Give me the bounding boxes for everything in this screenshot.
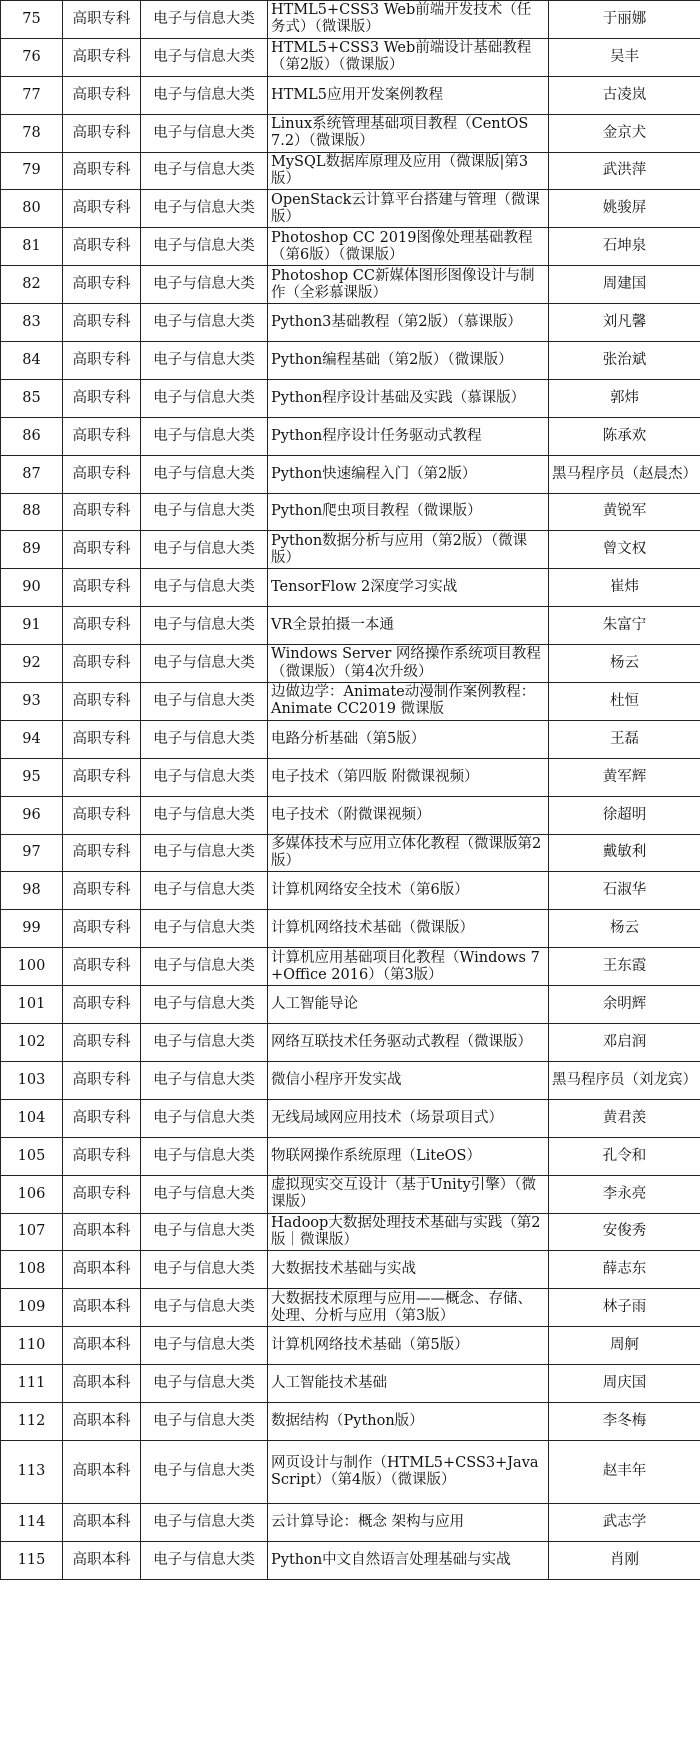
row-book-title: 虚拟现实交互设计（基于Unity引擎）（微课版） xyxy=(268,1175,549,1213)
row-level: 高职专科 xyxy=(63,152,141,190)
row-book-title: Photoshop CC 2019图像处理基础教程（第6版）（微课版） xyxy=(268,228,549,266)
row-level: 高职专科 xyxy=(63,1099,141,1137)
row-number: 115 xyxy=(1,1541,63,1579)
row-level: 高职专科 xyxy=(63,569,141,607)
row-book-title: Python3基础教程（第2版）（慕课版） xyxy=(268,304,549,342)
row-level: 高职专科 xyxy=(63,986,141,1024)
row-level: 高职专科 xyxy=(63,266,141,304)
row-author: 杨云 xyxy=(549,645,700,683)
row-category: 电子与信息大类 xyxy=(141,796,268,834)
row-number: 82 xyxy=(1,266,63,304)
row-level: 高职本科 xyxy=(63,1327,141,1365)
table-row xyxy=(1,1175,700,1213)
row-category: 电子与信息大类 xyxy=(141,569,268,607)
table-row xyxy=(1,1440,700,1503)
row-level: 高职本科 xyxy=(63,1365,141,1403)
row-category: 电子与信息大类 xyxy=(141,266,268,304)
row-number: 83 xyxy=(1,304,63,342)
table-row xyxy=(1,190,700,228)
row-category: 电子与信息大类 xyxy=(141,1137,268,1175)
row-author: 薛志东 xyxy=(549,1251,700,1289)
row-level: 高职专科 xyxy=(63,114,141,152)
row-author: 周舸 xyxy=(549,1327,700,1365)
row-author: 邓启润 xyxy=(549,1024,700,1062)
table-row xyxy=(1,1402,700,1440)
table-row xyxy=(1,948,700,986)
table-row xyxy=(1,531,700,569)
row-level: 高职专科 xyxy=(63,872,141,910)
row-number: 99 xyxy=(1,910,63,948)
row-book-title: 微信小程序开发实战 xyxy=(268,1061,549,1099)
row-author: 曾文权 xyxy=(549,531,700,569)
row-number: 105 xyxy=(1,1137,63,1175)
row-book-title: HTML5+CSS3 Web前端开发技术（任务式）（微课版） xyxy=(268,1,549,39)
row-number: 112 xyxy=(1,1402,63,1440)
row-author: 金京犬 xyxy=(549,114,700,152)
row-book-title: 人工智能导论 xyxy=(268,986,549,1024)
row-category: 电子与信息大类 xyxy=(141,1175,268,1213)
row-number: 87 xyxy=(1,455,63,493)
row-level: 高职专科 xyxy=(63,834,141,872)
row-author: 杨云 xyxy=(549,910,700,948)
row-author: 李冬梅 xyxy=(549,1402,700,1440)
row-author: 石坤泉 xyxy=(549,228,700,266)
table-row xyxy=(1,796,700,834)
row-book-title: 计算机应用基础项目化教程（Windows 7+Office 2016）（第3版） xyxy=(268,948,549,986)
row-level: 高职专科 xyxy=(63,796,141,834)
row-number: 84 xyxy=(1,342,63,380)
row-author: 朱富宁 xyxy=(549,607,700,645)
row-level: 高职专科 xyxy=(63,683,141,721)
row-level: 高职专科 xyxy=(63,1061,141,1099)
row-number: 106 xyxy=(1,1175,63,1213)
row-number: 81 xyxy=(1,228,63,266)
row-book-title: 计算机网络技术基础（微课版） xyxy=(268,910,549,948)
table-row xyxy=(1,342,700,380)
row-category: 电子与信息大类 xyxy=(141,910,268,948)
table-row xyxy=(1,986,700,1024)
row-author: 杜恒 xyxy=(549,683,700,721)
table-row xyxy=(1,1365,700,1403)
row-number: 102 xyxy=(1,1024,63,1062)
row-author: 戴敏利 xyxy=(549,834,700,872)
row-level: 高职专科 xyxy=(63,948,141,986)
row-number: 97 xyxy=(1,834,63,872)
row-level: 高职专科 xyxy=(63,76,141,114)
row-category: 电子与信息大类 xyxy=(141,645,268,683)
row-number: 110 xyxy=(1,1327,63,1365)
row-level: 高职本科 xyxy=(63,1251,141,1289)
table-row xyxy=(1,1541,700,1579)
row-number: 98 xyxy=(1,872,63,910)
row-book-title: Python快速编程入门（第2版） xyxy=(268,455,549,493)
table-row xyxy=(1,76,700,114)
row-author: 姚骏屏 xyxy=(549,190,700,228)
table-row xyxy=(1,379,700,417)
row-number: 85 xyxy=(1,379,63,417)
row-category: 电子与信息大类 xyxy=(141,152,268,190)
row-category: 电子与信息大类 xyxy=(141,834,268,872)
row-number: 95 xyxy=(1,758,63,796)
row-book-title: HTML5应用开发案例教程 xyxy=(268,76,549,114)
row-book-title: Python中文自然语言处理基础与实战 xyxy=(268,1541,549,1579)
table-row xyxy=(1,645,700,683)
row-author: 余明辉 xyxy=(549,986,700,1024)
row-level: 高职专科 xyxy=(63,1137,141,1175)
row-book-title: 人工智能技术基础 xyxy=(268,1365,549,1403)
row-level: 高职本科 xyxy=(63,1402,141,1440)
book-list-body xyxy=(1,1,700,1580)
row-category: 电子与信息大类 xyxy=(141,1213,268,1251)
row-category: 电子与信息大类 xyxy=(141,379,268,417)
table-row xyxy=(1,607,700,645)
row-book-title: VR全景拍摄一本通 xyxy=(268,607,549,645)
table-row xyxy=(1,758,700,796)
row-level: 高职本科 xyxy=(63,1289,141,1327)
row-level: 高职专科 xyxy=(63,455,141,493)
row-category: 电子与信息大类 xyxy=(141,1289,268,1327)
row-level: 高职本科 xyxy=(63,1503,141,1541)
row-level: 高职本科 xyxy=(63,1541,141,1579)
row-book-title: OpenStack云计算平台搭建与管理（微课版） xyxy=(268,190,549,228)
row-book-title: 电路分析基础（第5版） xyxy=(268,720,549,758)
row-book-title: Linux系统管理基础项目教程（CentOS 7.2）（微课版） xyxy=(268,114,549,152)
row-category: 电子与信息大类 xyxy=(141,228,268,266)
row-category: 电子与信息大类 xyxy=(141,607,268,645)
row-number: 80 xyxy=(1,190,63,228)
row-number: 113 xyxy=(1,1440,63,1503)
table-row xyxy=(1,1503,700,1541)
row-category: 电子与信息大类 xyxy=(141,190,268,228)
row-level: 高职专科 xyxy=(63,758,141,796)
table-row xyxy=(1,1327,700,1365)
row-number: 79 xyxy=(1,152,63,190)
row-level: 高职专科 xyxy=(63,1,141,39)
row-level: 高职专科 xyxy=(63,38,141,76)
row-level: 高职专科 xyxy=(63,607,141,645)
row-book-title: Python爬虫项目教程（微课版） xyxy=(268,493,549,531)
table-row xyxy=(1,1,700,39)
row-number: 91 xyxy=(1,607,63,645)
row-level: 高职专科 xyxy=(63,228,141,266)
row-level: 高职专科 xyxy=(63,645,141,683)
row-author: 周庆国 xyxy=(549,1365,700,1403)
row-author: 林子雨 xyxy=(549,1289,700,1327)
row-category: 电子与信息大类 xyxy=(141,1402,268,1440)
row-author: 安俊秀 xyxy=(549,1213,700,1251)
row-category: 电子与信息大类 xyxy=(141,948,268,986)
row-level: 高职专科 xyxy=(63,493,141,531)
row-author: 王东霞 xyxy=(549,948,700,986)
row-author: 武志学 xyxy=(549,1503,700,1541)
table-row xyxy=(1,152,700,190)
row-number: 86 xyxy=(1,417,63,455)
row-number: 76 xyxy=(1,38,63,76)
table-row xyxy=(1,910,700,948)
row-category: 电子与信息大类 xyxy=(141,1251,268,1289)
row-author: 黄锐军 xyxy=(549,493,700,531)
row-author: 肖刚 xyxy=(549,1541,700,1579)
row-author: 黄君羡 xyxy=(549,1099,700,1137)
row-author: 徐超明 xyxy=(549,796,700,834)
row-level: 高职专科 xyxy=(63,720,141,758)
row-category: 电子与信息大类 xyxy=(141,1024,268,1062)
row-book-title: 多媒体技术与应用立体化教程（微课版第2版） xyxy=(268,834,549,872)
row-level: 高职专科 xyxy=(63,417,141,455)
table-row xyxy=(1,569,700,607)
row-number: 104 xyxy=(1,1099,63,1137)
row-number: 101 xyxy=(1,986,63,1024)
row-author: 郭炜 xyxy=(549,379,700,417)
row-number: 75 xyxy=(1,1,63,39)
row-author: 古凌岚 xyxy=(549,76,700,114)
row-book-title: 物联网操作系统原理（LiteOS） xyxy=(268,1137,549,1175)
row-category: 电子与信息大类 xyxy=(141,683,268,721)
row-author: 王磊 xyxy=(549,720,700,758)
row-number: 89 xyxy=(1,531,63,569)
row-category: 电子与信息大类 xyxy=(141,872,268,910)
row-book-title: Python程序设计任务驱动式教程 xyxy=(268,417,549,455)
row-author: 周建国 xyxy=(549,266,700,304)
row-number: 107 xyxy=(1,1213,63,1251)
row-book-title: 数据结构（Python版） xyxy=(268,1402,549,1440)
table-row xyxy=(1,1137,700,1175)
row-book-title: 电子技术（附微课视频） xyxy=(268,796,549,834)
row-category: 电子与信息大类 xyxy=(141,531,268,569)
row-category: 电子与信息大类 xyxy=(141,38,268,76)
table-row xyxy=(1,493,700,531)
row-author: 于丽娜 xyxy=(549,1,700,39)
row-number: 78 xyxy=(1,114,63,152)
row-number: 96 xyxy=(1,796,63,834)
row-level: 高职本科 xyxy=(63,1213,141,1251)
table-row xyxy=(1,720,700,758)
row-book-title: 电子技术（第四版 附微课视频） xyxy=(268,758,549,796)
row-level: 高职专科 xyxy=(63,1175,141,1213)
row-number: 109 xyxy=(1,1289,63,1327)
table-row xyxy=(1,683,700,721)
row-author: 李永亮 xyxy=(549,1175,700,1213)
row-book-title: 计算机网络安全技术（第6版） xyxy=(268,872,549,910)
table-row xyxy=(1,1061,700,1099)
row-number: 92 xyxy=(1,645,63,683)
row-book-title: 边做边学：Animate动漫制作案例教程：Animate CC2019 微课版 xyxy=(268,683,549,721)
row-category: 电子与信息大类 xyxy=(141,417,268,455)
row-level: 高职专科 xyxy=(63,304,141,342)
row-book-title: MySQL数据库原理及应用（微课版|第3版） xyxy=(268,152,549,190)
row-author: 石淑华 xyxy=(549,872,700,910)
row-author: 赵丰年 xyxy=(549,1440,700,1503)
row-book-title: 云计算导论：概念 架构与应用 xyxy=(268,1503,549,1541)
row-author: 刘凡馨 xyxy=(549,304,700,342)
row-category: 电子与信息大类 xyxy=(141,342,268,380)
row-author: 张治斌 xyxy=(549,342,700,380)
row-level: 高职专科 xyxy=(63,1024,141,1062)
table-row xyxy=(1,114,700,152)
table-row xyxy=(1,1099,700,1137)
row-category: 电子与信息大类 xyxy=(141,1503,268,1541)
table-row xyxy=(1,834,700,872)
row-book-title: Python数据分析与应用（第2版）（微课版） xyxy=(268,531,549,569)
row-book-title: 网页设计与制作（HTML5+CSS3+JavaScript）（第4版）（微课版） xyxy=(268,1440,549,1503)
row-number: 94 xyxy=(1,720,63,758)
row-number: 93 xyxy=(1,683,63,721)
row-category: 电子与信息大类 xyxy=(141,1365,268,1403)
row-book-title: Hadoop大数据处理技术基础与实践（第2版｜微课版） xyxy=(268,1213,549,1251)
row-category: 电子与信息大类 xyxy=(141,758,268,796)
row-category: 电子与信息大类 xyxy=(141,114,268,152)
row-book-title: 网络互联技术任务驱动式教程（微课版） xyxy=(268,1024,549,1062)
row-level: 高职专科 xyxy=(63,190,141,228)
row-number: 103 xyxy=(1,1061,63,1099)
row-author: 黑马程序员（赵晨杰） xyxy=(549,455,700,493)
row-category: 电子与信息大类 xyxy=(141,1,268,39)
row-book-title: Python编程基础（第2版）（微课版） xyxy=(268,342,549,380)
row-book-title: TensorFlow 2深度学习实战 xyxy=(268,569,549,607)
row-level: 高职专科 xyxy=(63,910,141,948)
row-book-title: Photoshop CC新媒体图形图像设计与制作（全彩慕课版） xyxy=(268,266,549,304)
row-number: 114 xyxy=(1,1503,63,1541)
row-author: 黄军辉 xyxy=(549,758,700,796)
table-row xyxy=(1,872,700,910)
row-category: 电子与信息大类 xyxy=(141,455,268,493)
table-row xyxy=(1,38,700,76)
table-row xyxy=(1,228,700,266)
row-category: 电子与信息大类 xyxy=(141,1440,268,1503)
row-book-title: 无线局域网应用技术（场景项目式） xyxy=(268,1099,549,1137)
table-row xyxy=(1,1289,700,1327)
row-author: 吴丰 xyxy=(549,38,700,76)
row-book-title: 计算机网络技术基础（第5版） xyxy=(268,1327,549,1365)
table-row xyxy=(1,1213,700,1251)
row-book-title: HTML5+CSS3 Web前端设计基础教程（第2版）（微课版） xyxy=(268,38,549,76)
table-row xyxy=(1,1024,700,1062)
row-category: 电子与信息大类 xyxy=(141,986,268,1024)
row-category: 电子与信息大类 xyxy=(141,1541,268,1579)
table-row xyxy=(1,455,700,493)
table-row xyxy=(1,417,700,455)
row-author: 孔令和 xyxy=(549,1137,700,1175)
row-number: 100 xyxy=(1,948,63,986)
row-author: 崔炜 xyxy=(549,569,700,607)
row-book-title: Python程序设计基础及实践（慕课版） xyxy=(268,379,549,417)
table-row xyxy=(1,266,700,304)
row-number: 108 xyxy=(1,1251,63,1289)
row-author: 陈承欢 xyxy=(549,417,700,455)
row-book-title: 大数据技术原理与应用——概念、存储、处理、分析与应用（第3版） xyxy=(268,1289,549,1327)
table-row xyxy=(1,304,700,342)
row-level: 高职专科 xyxy=(63,531,141,569)
row-category: 电子与信息大类 xyxy=(141,304,268,342)
row-level: 高职本科 xyxy=(63,1440,141,1503)
row-number: 90 xyxy=(1,569,63,607)
row-author: 黑马程序员（刘龙宾） xyxy=(549,1061,700,1099)
row-category: 电子与信息大类 xyxy=(141,720,268,758)
row-book-title: Windows Server 网络操作系统项目教程（微课版）（第4次升级） xyxy=(268,645,549,683)
row-number: 88 xyxy=(1,493,63,531)
row-number: 77 xyxy=(1,76,63,114)
row-category: 电子与信息大类 xyxy=(141,493,268,531)
row-level: 高职专科 xyxy=(63,342,141,380)
row-category: 电子与信息大类 xyxy=(141,76,268,114)
row-category: 电子与信息大类 xyxy=(141,1327,268,1365)
row-level: 高职专科 xyxy=(63,379,141,417)
row-author: 武洪萍 xyxy=(549,152,700,190)
table-row xyxy=(1,1251,700,1289)
row-number: 111 xyxy=(1,1365,63,1403)
row-category: 电子与信息大类 xyxy=(141,1061,268,1099)
row-category: 电子与信息大类 xyxy=(141,1099,268,1137)
row-book-title: 大数据技术基础与实战 xyxy=(268,1251,549,1289)
